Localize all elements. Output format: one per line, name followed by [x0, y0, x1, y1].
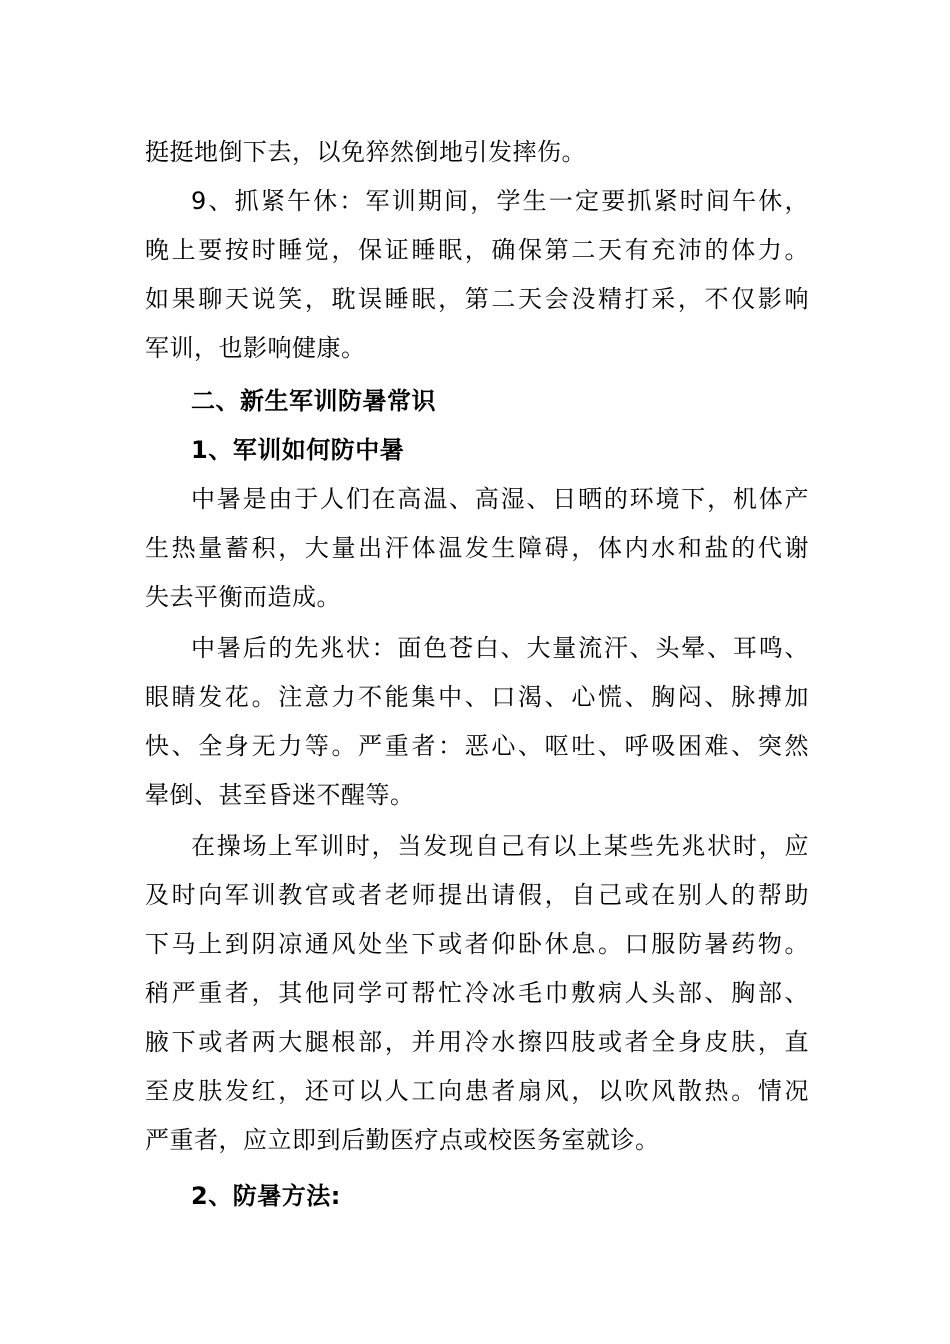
paragraph-line: 中暑后的先兆状：面色苍白、大量流汗、头晕、耳鸣、 [191, 634, 809, 662]
paragraph-line: 严重者，应立即到后勤医疗点或校医务室就诊。 [145, 1126, 660, 1154]
paragraph-line: 9、抓紧午休：军训期间，学生一定要抓紧时间午休， [191, 187, 809, 215]
paragraph-line: 至皮肤发红，还可以人工向患者扇风，以吹风散热。情况 [145, 1077, 809, 1105]
paragraph-line: 快、全身无力等。严重者：恶心、呕吐、呼吸困难、突然 [145, 732, 809, 760]
paragraph-line: 腋下或者两大腿根部，并用冷水擦四肢或者全身皮肤，直 [145, 1028, 809, 1056]
paragraph-line: 如果聊天说笑，耽误睡眠，第二天会没精打采，不仅影响 [145, 285, 809, 313]
paragraph-line: 稍严重者，其他同学可帮忙冷冰毛巾敷病人头部、胸部、 [145, 979, 809, 1007]
paragraph-line: 及时向军训教官或者老师提出请假，自己或在别人的帮助 [145, 881, 809, 909]
subsection-heading: 2、防暑方法: [191, 1182, 341, 1210]
paragraph-line: 晚上要按时睡觉，保证睡眠，确保第二天有充沛的体力。 [145, 236, 809, 264]
paragraph-line: 军训，也影响健康。 [145, 334, 366, 362]
paragraph-line: 下马上到阴凉通风处坐下或者仰卧休息。口服防暑药物。 [145, 930, 809, 958]
paragraph-line: 失去平衡而造成。 [145, 583, 341, 611]
paragraph-line: 中暑是由于人们在高温、高湿、日晒的环境下，机体产 [191, 485, 809, 513]
section-heading: 二、新生军训防暑常识 [191, 387, 436, 415]
paragraph-line: 挺挺地倒下去，以免猝然倒地引发摔伤。 [145, 138, 586, 166]
paragraph-line: 晕倒、甚至昏迷不醒等。 [145, 781, 415, 809]
paragraph-line: 眼睛发花。注意力不能集中、口渴、心慌、胸闷、脉搏加 [145, 683, 809, 711]
paragraph-line: 生热量蓄积，大量出汗体温发生障碍，体内水和盐的代谢 [145, 534, 809, 562]
subsection-heading: 1、军训如何防中暑 [191, 436, 405, 464]
paragraph-line: 在操场上军训时，当发现自己有以上某些先兆状时，应 [191, 832, 809, 860]
